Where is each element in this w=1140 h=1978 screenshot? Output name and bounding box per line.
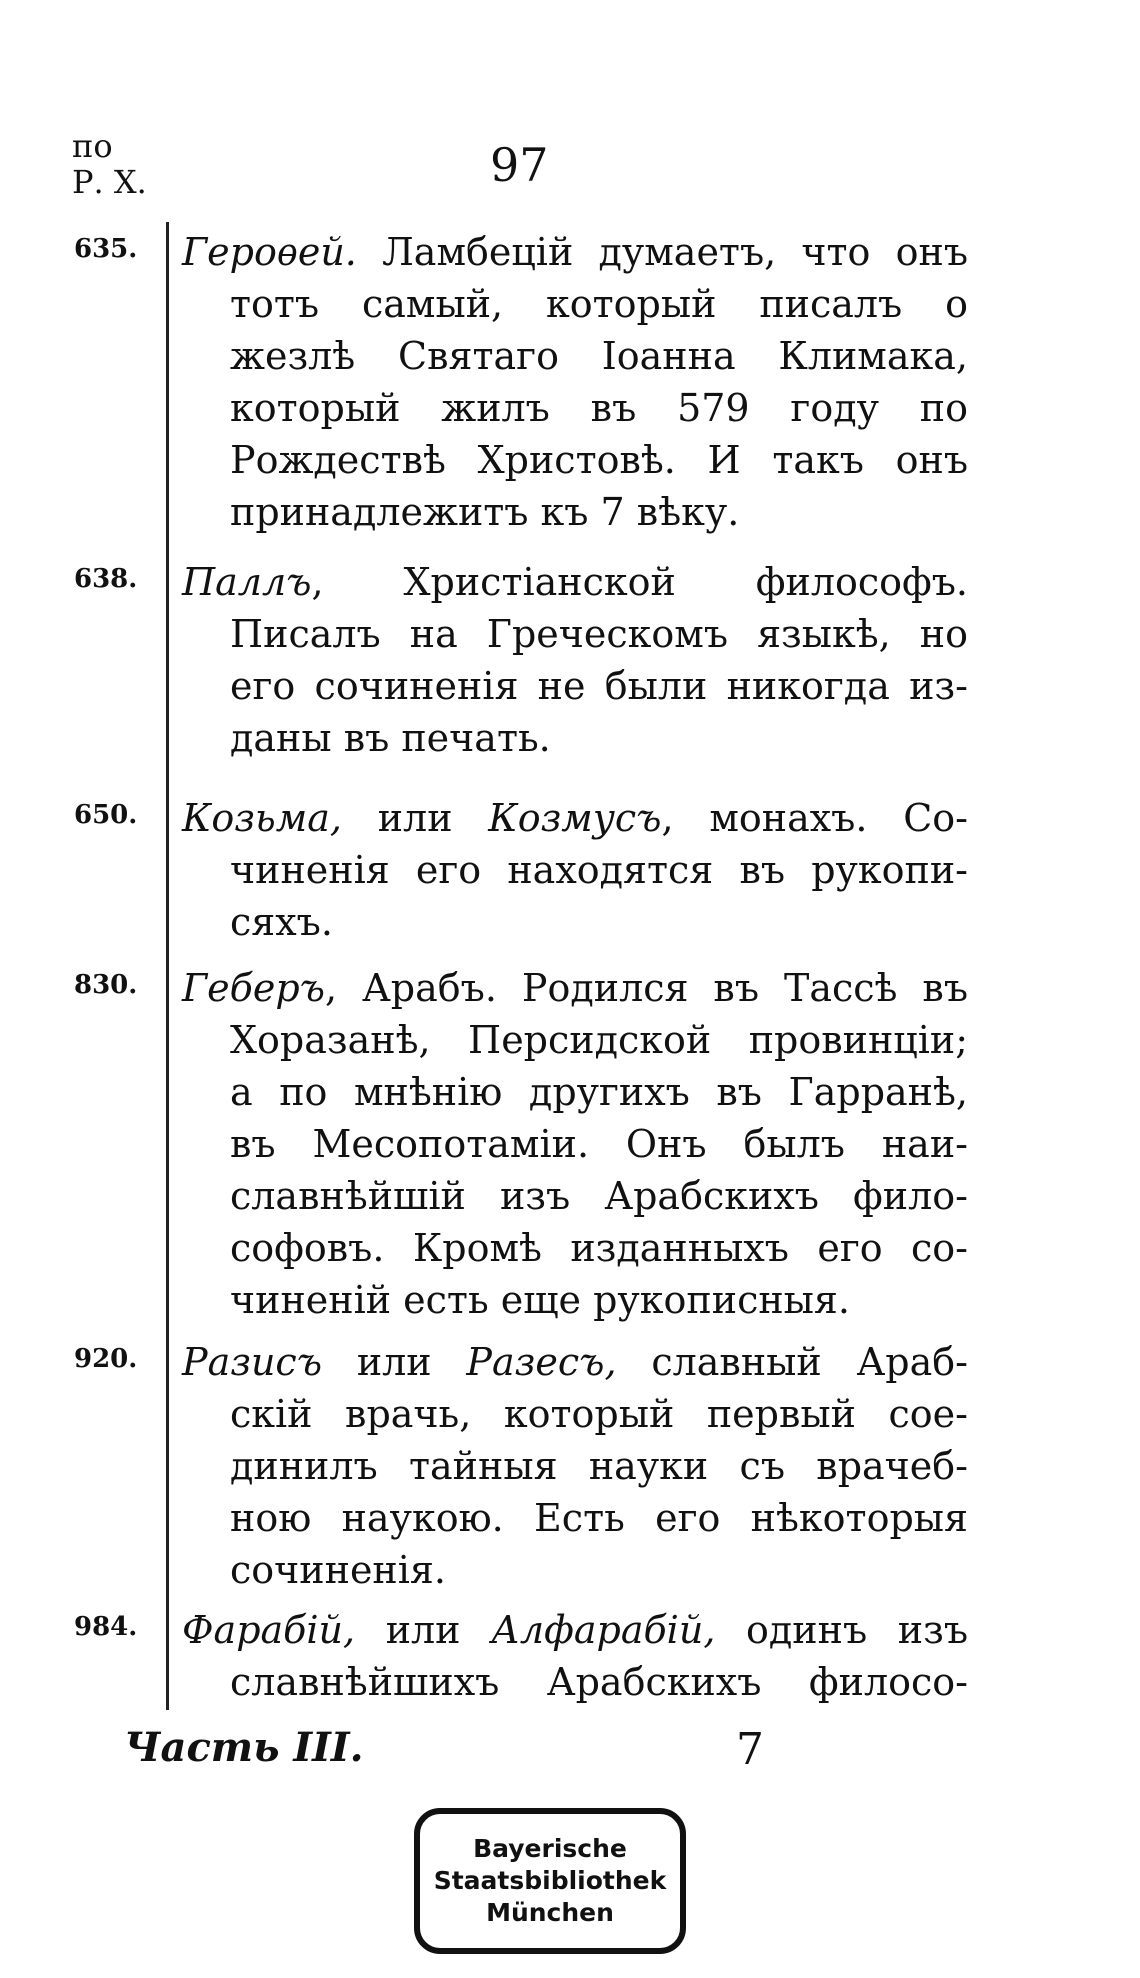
entry-first-rest: Ламбецій думаетъ, что онъ	[356, 230, 968, 274]
entry-text	[182, 962, 968, 1326]
volume-label: Часть III.	[124, 1724, 364, 1771]
entry-first-line	[182, 226, 968, 278]
entry-line: скій врачь, который первый сое-	[230, 1392, 968, 1436]
entry-line: Рождествѣ Христовѣ. И такъ онъ	[230, 438, 968, 482]
entry-text	[182, 1336, 968, 1596]
entry-line: а по мнѣнію другихъ въ Гарранѣ,	[230, 1070, 968, 1114]
entry-name: Фарабій,	[182, 1608, 356, 1652]
entry-year: 635.	[74, 234, 138, 264]
stamp-line: Bayerische	[473, 1834, 627, 1863]
entry-first-line	[182, 792, 968, 844]
entry-line: славнѣйшихъ Арабскихъ филосо-	[230, 1660, 968, 1704]
entry-name: Паллъ	[182, 560, 312, 604]
signature-mark: 7	[736, 1724, 764, 1775]
entry-name: Героѳей.	[182, 230, 357, 274]
entry-year: 920.	[74, 1344, 138, 1374]
entry-first-line	[182, 962, 968, 1014]
stamp-line: München	[486, 1898, 614, 1927]
entry-line: славнѣйшій изъ Арабскихъ фило-	[230, 1174, 968, 1218]
entry-year: 650.	[74, 800, 138, 830]
entry-line: жезлѣ Святаго Іоанна Климака,	[230, 334, 968, 378]
entry-line: софовъ. Кромѣ изданныхъ его со-	[230, 1226, 968, 1270]
entry-year: 984.	[74, 1612, 138, 1642]
entry-first-rest: одинъ изъ	[715, 1608, 969, 1652]
entry-text	[182, 1604, 968, 1708]
entry-mid: или	[322, 1340, 467, 1384]
entry-line: принадлежитъ къ 7 вѣку.	[230, 490, 740, 534]
stamp-line: Staatsbibliothek	[433, 1866, 667, 1895]
page-number: 97	[490, 138, 549, 192]
margin-rule	[166, 222, 169, 1710]
entry-text	[182, 792, 968, 948]
era-label	[72, 128, 147, 200]
entry-line: его сочиненія не были никогда из-	[230, 664, 968, 708]
entry-line: въ Месопотаміи. Онъ былъ наи-	[230, 1122, 968, 1166]
entry-line: Писалъ на Греческомъ языкѣ, но	[230, 612, 968, 656]
entry-name-alt: Алфарабій,	[491, 1608, 716, 1652]
entry-name-alt: Козмусъ	[488, 796, 662, 840]
entry-first-rest: , монахъ. Со-	[661, 796, 968, 840]
entry-line: сяхъ.	[230, 900, 333, 944]
entry-first-rest: славный Араб-	[616, 1340, 968, 1384]
entry-mid: или	[355, 1608, 492, 1652]
entry-line: ною наукою. Есть его нѣкоторыя	[230, 1496, 968, 1540]
entry-text	[182, 556, 968, 764]
library-stamp	[414, 1808, 686, 1954]
entry-text	[182, 226, 968, 538]
entry-line: динилъ тайныя науки съ врачеб-	[230, 1444, 968, 1488]
entry-first-line	[182, 1336, 968, 1388]
entry-first-rest: , Христіанской философъ.	[311, 560, 968, 604]
entry-year: 830.	[74, 970, 138, 1000]
entry-year: 638.	[74, 564, 138, 594]
entry-name: Разисъ	[182, 1340, 323, 1384]
entry-name-alt: Разесъ,	[466, 1340, 617, 1384]
era-label-line1: по	[72, 127, 113, 165]
entry-first-rest: , Арабъ. Родился въ Тассѣ въ	[324, 966, 968, 1010]
era-label-line2: Р. X.	[72, 163, 147, 201]
entry-mid: или	[341, 796, 489, 840]
entry-name: Геберъ	[182, 966, 325, 1010]
entry-line: даны въ печать.	[230, 716, 551, 760]
entry-line: сочиненія.	[230, 1548, 446, 1592]
entry-line: тотъ самый, который писалъ о	[230, 282, 968, 326]
entry-first-line	[182, 556, 968, 608]
entry-first-line	[182, 1604, 968, 1656]
entry-line: чиненій есть еще рукописныя.	[230, 1278, 850, 1322]
entry-line: чиненія его находятся въ рукопи-	[230, 848, 968, 892]
entry-line: который жилъ въ 579 году по	[230, 386, 968, 430]
entry-line: Хоразанѣ, Персидской провинціи;	[230, 1018, 968, 1062]
entry-name: Козьма,	[182, 796, 342, 840]
